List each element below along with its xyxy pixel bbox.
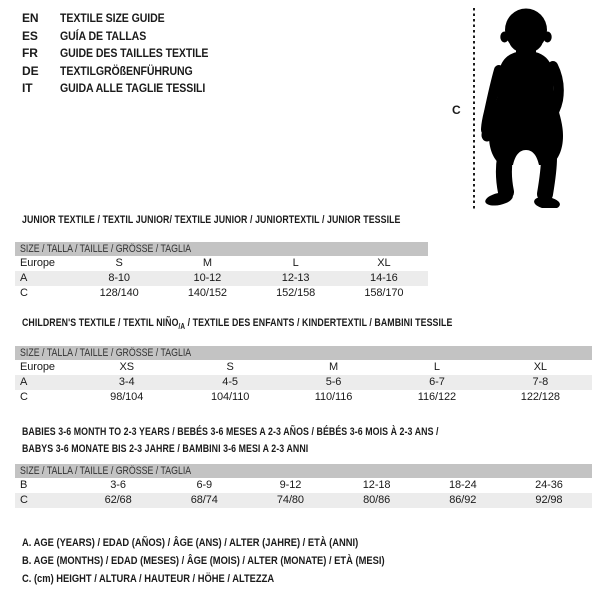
cell: 116/122 (417, 391, 457, 403)
cell: 6-9 (196, 479, 213, 491)
cell: 7-8 (532, 376, 549, 388)
cell: 10-12 (193, 272, 222, 284)
cell: L (292, 257, 299, 269)
cell: S (115, 257, 123, 269)
cell: M (328, 361, 339, 373)
cell: XL (533, 361, 547, 373)
guide-title: GUÍA DE TALLAS (60, 28, 147, 43)
cell: XS (119, 361, 134, 373)
table-row-height (15, 286, 428, 301)
footnote-age-months: B. AGE (MONTHS) / EDAD (MESES) / ÂGE (MOIS) / ALTER (MONATE) / ETÀ (MESI) (22, 555, 385, 567)
cell: 74/80 (276, 494, 304, 506)
language-code: FR (22, 46, 38, 60)
cell: 5-6 (325, 376, 342, 388)
guide-title: TEXTILGRÖßENFÜHRUNG (60, 63, 193, 78)
row-label: A (20, 376, 28, 388)
cell: 68/74 (190, 494, 218, 506)
language-code: ES (22, 28, 38, 43)
cell: 12-18 (362, 479, 391, 491)
cell: 8-10 (108, 272, 130, 284)
children-title-post: / TEXTILE DES ENFANTS / KINDERTEXTIL / BAMBINI TESSILE (185, 317, 453, 329)
cell: 4-5 (222, 376, 238, 388)
cell: L (433, 361, 440, 373)
babies-title-line2: BABYS 3-6 MONATE BIS 2-3 JAHRE / BAMBINI 3-6 MESI A 2-3 ANNI (22, 443, 309, 455)
size-header-bar (15, 464, 592, 478)
table-row-europe (15, 256, 428, 271)
table-row-age (15, 375, 592, 390)
figure-height-label: C (452, 103, 461, 117)
footnotes (22, 534, 385, 588)
junior-table-title: JUNIOR TEXTILE / TEXTIL JUNIOR/ TEXTILE JUNIOR / JUNIORTEXTIL / JUNIOR TESSILE (22, 214, 401, 226)
height-dotted-line (473, 8, 475, 210)
cell: 86/92 (449, 494, 477, 506)
baby-silhouette-icon (481, 8, 571, 208)
language-row-en (22, 10, 229, 28)
size-header-text: SIZE / TALLA / TAILLE / GRÖSSE / TAGLIA (20, 347, 192, 359)
row-label: B (20, 479, 28, 491)
row-label: Europe (20, 361, 55, 373)
cell: 152/158 (276, 287, 316, 299)
cell: 12-13 (281, 272, 310, 284)
cell: 62/68 (104, 494, 132, 506)
guide-title: GUIDA ALLE TAGLIE TESSILI (60, 81, 206, 95)
cell: 140/152 (187, 287, 227, 299)
cell: 80/86 (363, 494, 391, 506)
row-label: C (20, 391, 28, 403)
language-code: EN (22, 11, 39, 25)
children-table-title (22, 317, 452, 331)
cell: 104/110 (210, 391, 250, 403)
language-code: DE (22, 63, 39, 78)
guide-title: GUIDE DES TAILLES TEXTILE (60, 46, 209, 60)
size-header-bar (15, 346, 592, 360)
cell: 24-36 (535, 479, 563, 491)
size-header-text: SIZE / TALLA / TAILLE / GRÖSSE / TAGLIA (20, 243, 192, 255)
children-title-pre: CHILDREN'S TEXTILE / TEXTIL NIÑO (22, 317, 179, 329)
cell: 14-16 (370, 272, 398, 284)
cell: 92/98 (535, 494, 563, 506)
size-header-bar (15, 242, 428, 256)
cell: 9-12 (279, 479, 302, 491)
language-code: IT (22, 81, 33, 95)
language-row-de (22, 63, 229, 81)
table-row-months (15, 478, 592, 493)
row-label: A (20, 272, 28, 284)
cell: 3-4 (118, 376, 135, 388)
language-title-list (22, 10, 229, 98)
footnote-height-cm: C. (cm) HEIGHT / ALTURA / HAUTEUR / HÖHE / ALTEZZA (22, 573, 275, 585)
babies-table-title (22, 424, 439, 458)
language-row-it (22, 80, 229, 98)
row-label: C (20, 494, 28, 506)
cell: S (226, 361, 234, 373)
size-header-text: SIZE / TALLA / TAILLE / GRÖSSE / TAGLIA (20, 465, 192, 477)
children-title-sub: /A (178, 322, 186, 332)
row-label: Europe (20, 257, 55, 269)
cell: 18-24 (448, 479, 477, 491)
cell: 122/128 (520, 391, 560, 403)
cell: 98/104 (110, 391, 144, 403)
cell: 110/116 (314, 391, 353, 403)
cell: XL (377, 257, 391, 269)
cell: 6-7 (429, 376, 445, 388)
footnote-age-years: A. AGE (YEARS) / EDAD (AÑOS) / ÂGE (ANS) / ALTER (JAHRE) / ETÀ (ANNI) (22, 537, 359, 549)
table-row-age (15, 271, 428, 286)
babies-title-line1: BABIES 3-6 MONTH TO 2-3 YEARS / BEBÉS 3-6 MESES A 2-3 AÑOS / BÉBÉS 3-6 MOIS À 2-3 ANS / (22, 426, 439, 438)
table-row-europe (15, 360, 592, 375)
language-row-es (22, 28, 229, 46)
babies-size-table (15, 464, 592, 508)
table-row-height (15, 390, 592, 405)
cell: 3-6 (110, 479, 126, 491)
guide-title: TEXTILE SIZE GUIDE (60, 11, 165, 25)
table-row-height (15, 493, 592, 508)
language-row-fr (22, 45, 229, 63)
row-label: C (20, 287, 28, 299)
cell: M (202, 257, 212, 269)
cell: 158/170 (364, 287, 404, 299)
cell: 128/140 (99, 287, 139, 299)
children-size-table (15, 346, 592, 405)
junior-size-table (15, 242, 428, 301)
